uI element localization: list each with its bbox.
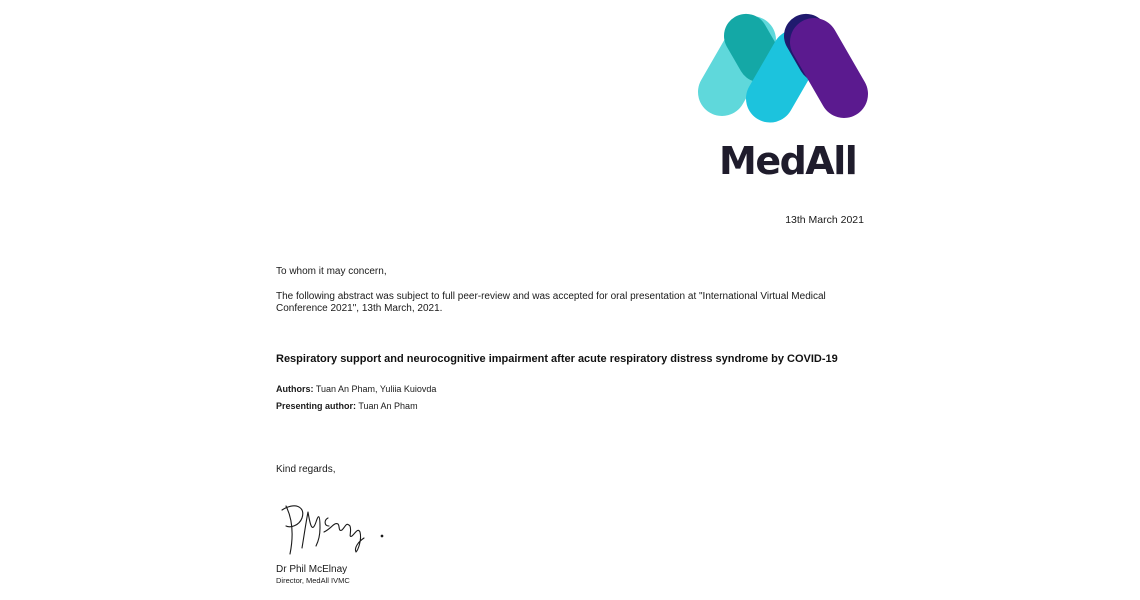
salutation: To whom it may concern, (276, 266, 387, 277)
signatory-name: Dr Phil McElnay (276, 564, 348, 575)
medall-logo (695, 8, 870, 186)
handwritten-signature (272, 498, 392, 560)
presenting-author-line (276, 401, 418, 411)
authors-label: Authors: (276, 384, 314, 394)
intro-paragraph: The following abstract was subject to full peer-review and was accepted for oral presentation at "International Virtual Medical Conference 2021", 13th March, 2021. (276, 291, 826, 314)
closing: Kind regards, (276, 464, 336, 475)
authors-line (276, 384, 436, 394)
presenting-author-value: Tuan An Pham (358, 401, 418, 411)
medall-wordmark: MedAll (719, 139, 857, 183)
presenting-author-label: Presenting author: (276, 401, 357, 411)
letter-date: 13th March 2021 (785, 214, 864, 226)
signatory-role: Director, MedAll IVMC (276, 576, 350, 585)
authors-value: Tuan An Pham, Yuliia Kuiovda (315, 384, 437, 394)
abstract-title: Respiratory support and neurocognitive impairment after acute respiratory distress syndrome by COVID-19 (276, 353, 838, 365)
medall-logo-mark-icon (695, 8, 870, 126)
